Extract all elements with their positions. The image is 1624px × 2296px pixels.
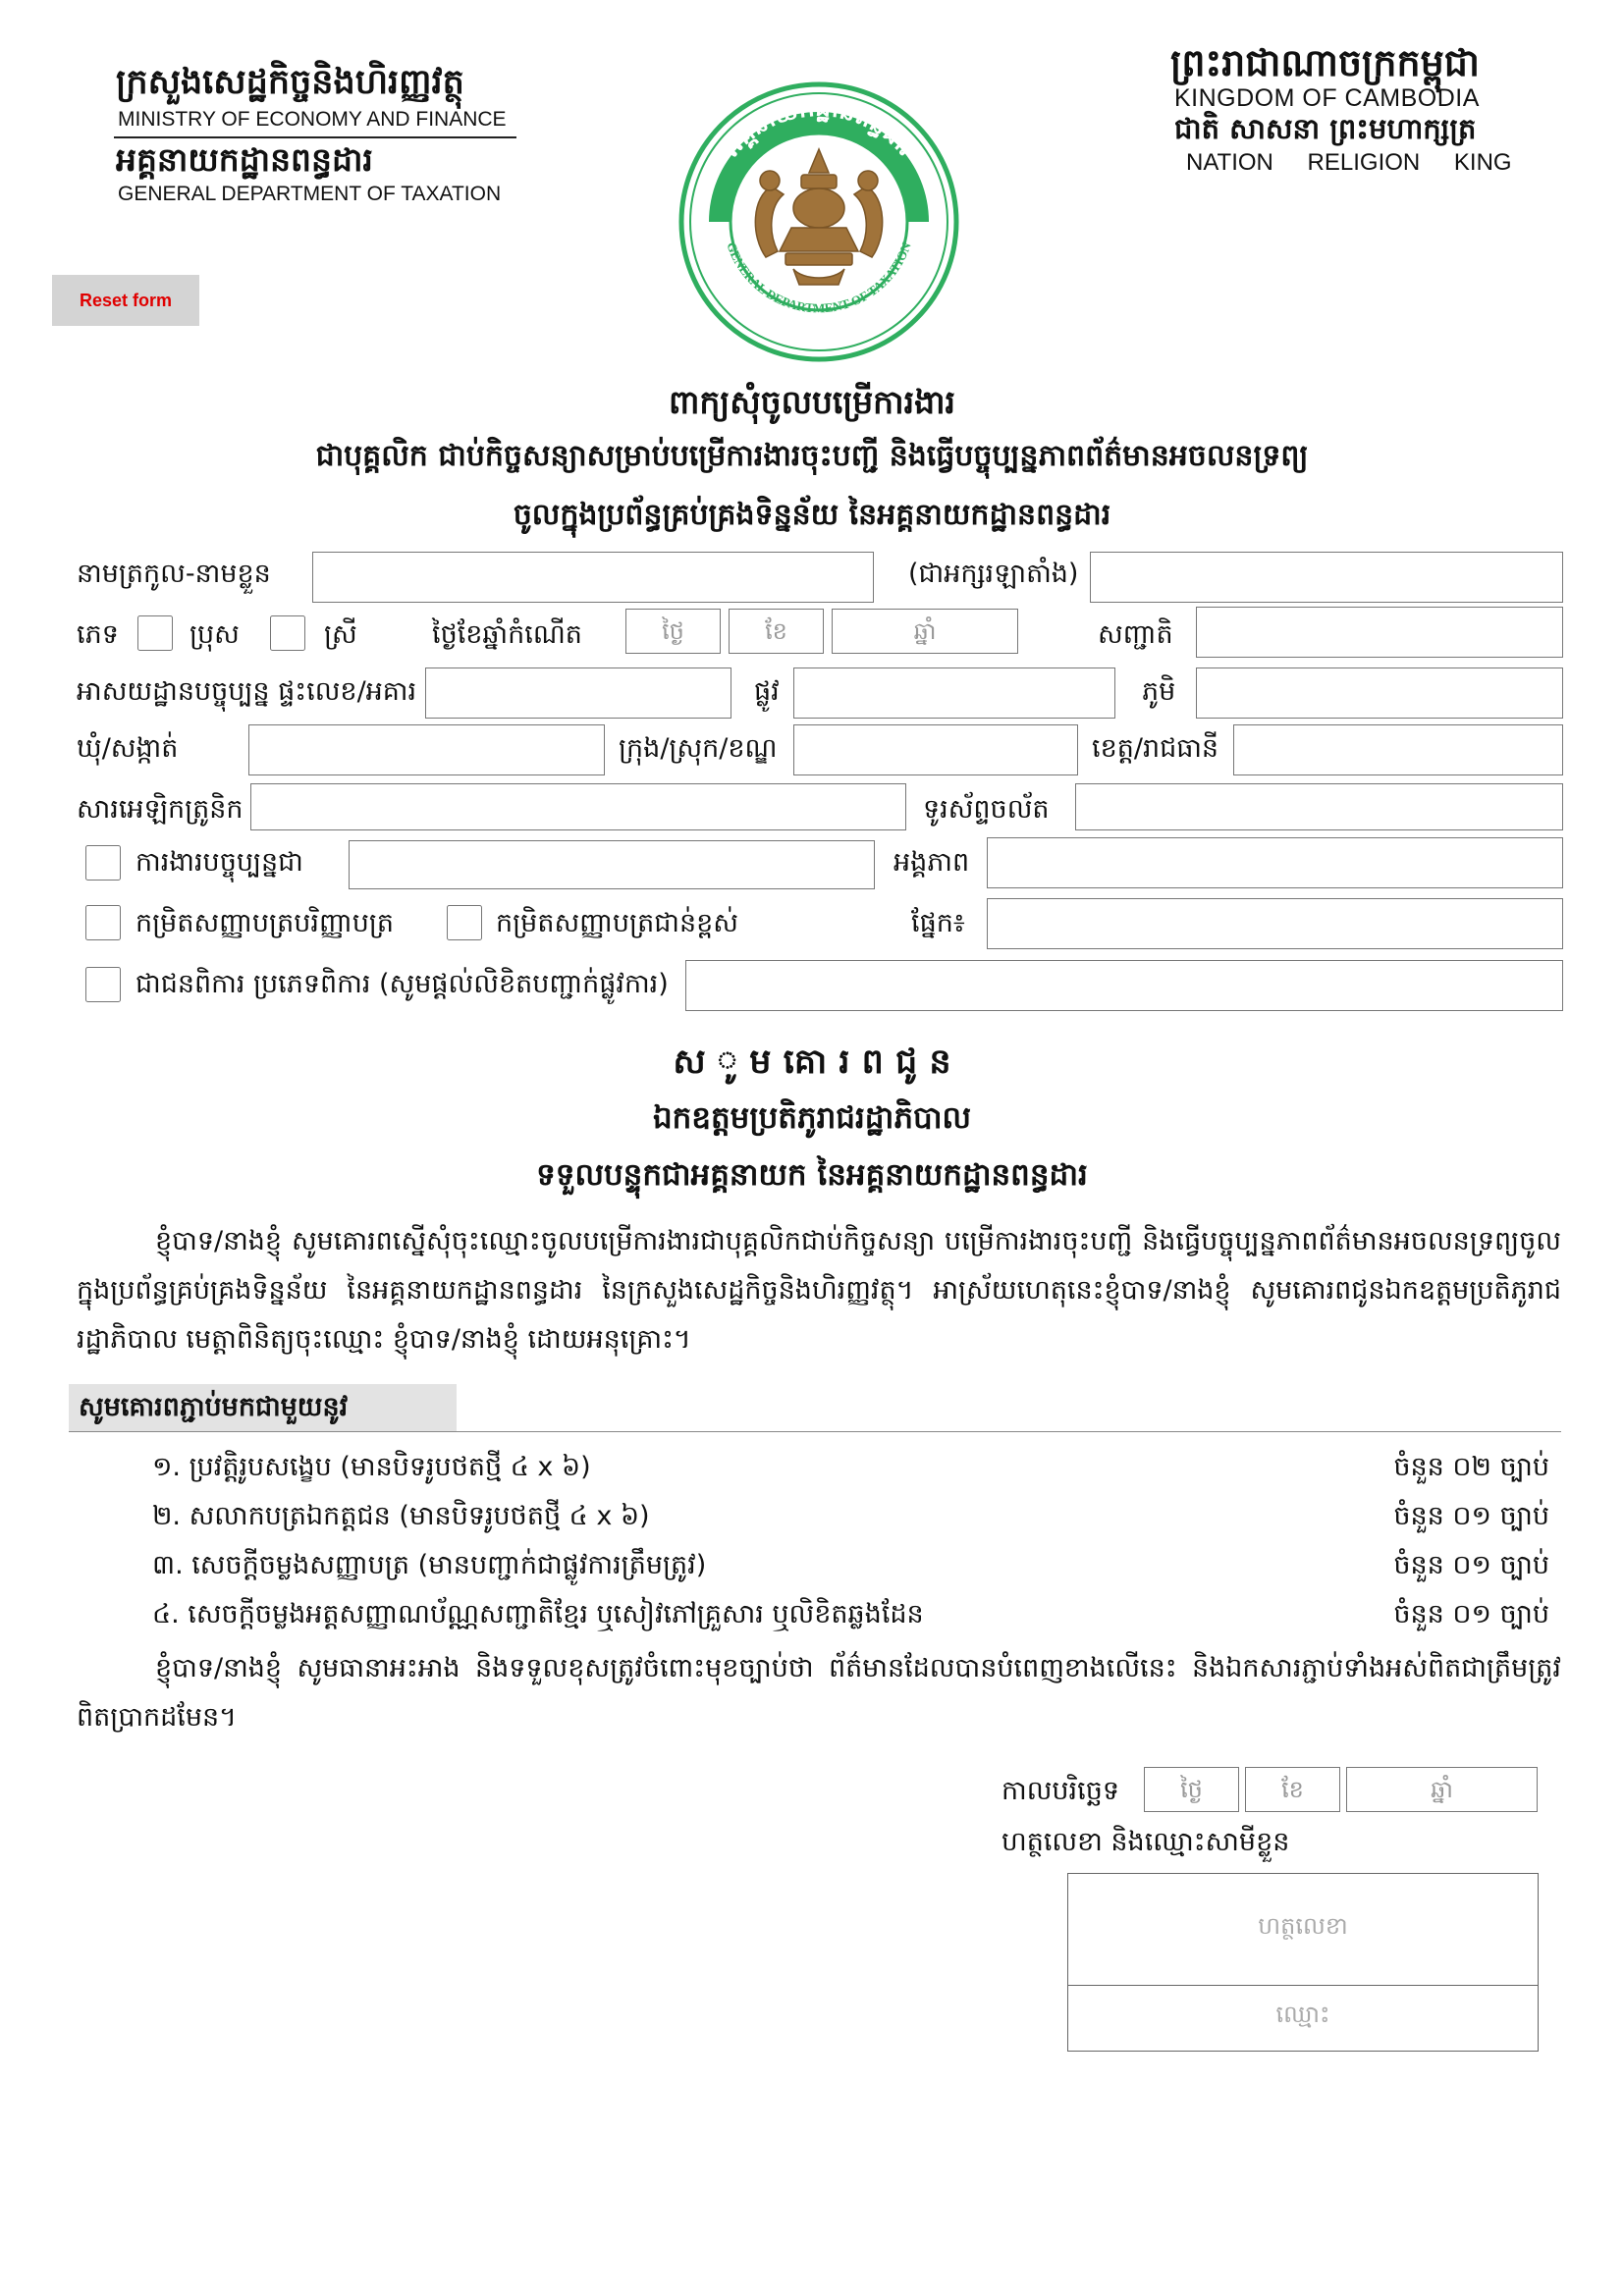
female-checkbox[interactable] [270, 615, 305, 651]
dob-month-field[interactable]: ខែ [729, 609, 824, 654]
nationality-label: សញ្ជាតិ [1098, 619, 1173, 650]
sign-date-month-field[interactable]: ខែ [1245, 1767, 1340, 1812]
master-label: កម្រិតសញ្ញាបត្រជាន់ខ្ពស់ [496, 908, 738, 938]
major-label: ផ្នែក៖ [911, 908, 965, 938]
attachment-item-3: ៣. សេចក្តីចម្លងសញ្ញាបត្រ (មានបញ្ជាក់ជាផ្លូវការត្រឹមត្រូវ) [152, 1550, 707, 1580]
name-placeholder: ឈ្មោះ [1275, 2001, 1330, 2028]
phone-input[interactable] [1075, 783, 1563, 830]
attachment-item-1: ១. ប្រវត្តិរូបសង្ខេប (មានបិទរូបថតថ្មី ៤ x ៦) [152, 1452, 591, 1482]
email-input[interactable] [250, 783, 906, 830]
occupation-input[interactable] [349, 840, 875, 889]
commune-input[interactable] [248, 724, 605, 775]
street-label: ផ្លូវ [754, 676, 780, 707]
bachelor-checkbox[interactable] [85, 905, 121, 940]
male-label: ប្រុស [189, 619, 240, 650]
ministry-name-kh: ក្រសួងសេដ្ឋកិច្ចនិងហិរញ្ញវត្ថុ [116, 63, 464, 102]
national-motto-kh: ជាតិ សាសនា ព្រះមហាក្សត្រ [1174, 112, 1477, 145]
house-number-input[interactable] [425, 667, 731, 719]
declaration-paragraph: ខ្ញុំបាទ/នាងខ្ញុំ សូមធានាអះអាង និងទទួលខុសត្រូវចំពោះមុខច្បាប់ថា ព័ត៌មានដែលបានបំពេញខាងលើនេះ និងឯកសារភ្ជាប់ទាំងអស់ពិតជាត្រឹមត្រូវពិតប្រាកដមែន។ [77, 1653, 1561, 1733]
sign-date-year-field[interactable]: ឆ្នាំ [1346, 1767, 1538, 1812]
attachment-count-1: ចំនួន ០២ ច្បាប់ [1393, 1452, 1549, 1482]
reset-form-button[interactable]: Reset form [52, 275, 199, 326]
request-recipient-title: ទទួលបន្ទុកជាអគ្គនាយក នៃអគ្គនាយកដ្ឋានពន្ធដារ [536, 1157, 1088, 1193]
sign-date-label: កាលបរិច្ឆេទ [1001, 1776, 1119, 1806]
department-name-kh: អគ្គនាយកដ្ឋានពន្ធដារ [116, 140, 373, 179]
occupation-checkbox[interactable] [85, 845, 121, 881]
signature-placeholder: ហត្ថលេខា [1258, 1912, 1348, 1940]
province-input[interactable] [1233, 724, 1563, 775]
header-divider [114, 136, 516, 138]
form-title: ពាក្យសុំចូលបម្រើការងារ [669, 383, 955, 421]
nationality-input[interactable] [1196, 607, 1563, 658]
district-label: ក្រុង/ស្រុក/ខណ្ឌ [619, 733, 778, 764]
bachelor-label: កម្រិតសញ្ញាបត្របរិញ្ញាបត្រ [135, 908, 395, 938]
attachments-heading: សូមគោរពភ្ជាប់មកជាមួយនូវ [79, 1392, 349, 1422]
ministry-name-en: MINISTRY OF ECONOMY AND FINANCE [118, 108, 507, 131]
male-checkbox[interactable] [137, 615, 173, 651]
unit-label: អង្គភាព [893, 847, 970, 878]
village-input[interactable] [1196, 667, 1563, 719]
request-heading: ស ូ ម គោ រ ព ជូ ន [673, 1042, 951, 1082]
email-label: សារអេឡិកត្រូនិក [77, 794, 244, 825]
occupation-label: ការងារបច្ចុប្បន្នជា [135, 847, 303, 878]
name-label: នាមត្រកូល-នាមខ្លួន [77, 559, 271, 589]
svg-text:GENERAL DEPARTMENT OF TAXATION: GENERAL DEPARTMENT OF TAXATION [724, 240, 914, 316]
attachment-item-4: ៤. សេចក្តីចម្លងអត្តសញ្ញាណប័ណ្ណសញ្ជាតិខ្មែរ ឬសៀវភៅគ្រួសារ ឬលិខិតឆ្លងដែន [152, 1599, 924, 1629]
district-input[interactable] [793, 724, 1078, 775]
signature-box-divider [1068, 1985, 1538, 1986]
full-name-input[interactable] [312, 552, 874, 603]
svg-text:អគ្គនាយកដ្ឋានពន្ធដារ: អគ្គនាយកដ្ឋានពន្ធដារ [717, 92, 921, 162]
department-name-en: GENERAL DEPARTMENT OF TAXATION [118, 183, 502, 205]
dob-day-field[interactable]: ថ្ងៃ [625, 609, 721, 654]
disability-label: ជាជនពិការ ប្រភេទពិការ (សូមផ្តល់លិខិតបញ្ជាក់ផ្លូវការ) [135, 969, 669, 999]
master-checkbox[interactable] [447, 905, 482, 940]
form-subtitle-line2: ជាបុគ្គលិក ជាប់កិច្ចសន្យាសម្រាប់បម្រើការងារចុះបញ្ជី និងធ្វើបច្ចុប្បន្នភាពព័ត៌មានអចលនទ្រព្យ [315, 439, 1309, 473]
request-recipient: ឯកឧត្តមប្រតិភូរាជរដ្ឋាភិបាល [652, 1100, 972, 1136]
signature-caption: ហត្ថលេខា និងឈ្មោះសាមីខ្លួន [1001, 1827, 1290, 1857]
attachment-count-3: ចំនួន ០១ ច្បាប់ [1393, 1550, 1549, 1580]
latin-name-input[interactable] [1090, 552, 1563, 603]
gdt-seal-logo [676, 79, 962, 365]
female-label: ស្រី [324, 619, 357, 650]
request-paragraph: ខ្ញុំបាទ/នាងខ្ញុំ សូមគោរពស្នើសុំចុះឈ្មោះចូលបម្រើការងារជាបុគ្គលិកជាប់កិច្ចសន្យា បម្រើការងារចុះបញ្ជី និងធ្វើបច្ចុប្បន្នភាពព័ត៌មានអចលនទ្រព្យចូលក្នុងប្រព័ន្ធគ្រប់គ្រងទិន្នន័យ នៃអគ្គនាយកដ្ឋានពន្ធដារ នៃក្រសួងសេដ្ឋកិច្ចនិងហិរញ្ញវត្ថុ។ អាស្រ័យហេតុនេះខ្ញុំបាទ/នាងខ្ញុំ សូមគោរពជូនឯកឧត្តមប្រតិភូរាជរដ្ឋាភិបាល មេត្តាពិនិត្យចុះឈ្មោះ ខ្ញុំបាទ/នាងខ្ញុំ ដោយអនុគ្រោះ។ [77, 1226, 1561, 1355]
sign-date-day-field[interactable]: ថ្ងៃ [1144, 1767, 1239, 1812]
form-subtitle-line3: ចូលក្នុងប្រព័ន្ធគ្រប់គ្រងទិន្នន័យ នៃអគ្គនាយកដ្ឋានពន្ធដារ [513, 498, 1111, 532]
unit-input[interactable] [987, 837, 1563, 888]
province-label: ខេត្ត/រាជធានី [1092, 733, 1219, 764]
disability-input[interactable] [685, 960, 1563, 1011]
major-input[interactable] [987, 898, 1563, 949]
dob-year-field[interactable]: ឆ្នាំ [832, 609, 1018, 654]
dob-label: ថ្ងៃខែឆ្នាំកំណើត [432, 619, 582, 650]
signature-box[interactable] [1067, 1873, 1539, 2052]
kingdom-name-en: KINGDOM OF CAMBODIA [1174, 84, 1480, 112]
kingdom-name-kh: ព្រះរាជាណាចក្រកម្ពុជា [1170, 41, 1480, 84]
attachments-divider [69, 1431, 1561, 1432]
latin-name-label: (ជាអក្សរឡាតាំង) [908, 559, 1079, 589]
national-motto-en: NATION RELIGION KING [1186, 149, 1512, 176]
attachment-count-2: ចំនួន ០១ ច្បាប់ [1393, 1501, 1549, 1531]
street-input[interactable] [793, 667, 1115, 719]
village-label: ភូមិ [1142, 676, 1176, 707]
attachment-count-4: ចំនួន ០១ ច្បាប់ [1393, 1599, 1549, 1629]
disability-checkbox[interactable] [85, 967, 121, 1002]
phone-label: ទូរស័ព្ទចល័ត [923, 794, 1050, 825]
commune-label: ឃុំ/សង្កាត់ [77, 733, 179, 764]
attachment-item-2: ២. សលាកបត្រឯកត្តជន (មានបិទរូបថតថ្មី ៤ x ៦) [152, 1501, 650, 1531]
address-label: អាសយដ្ឋានបច្ចុប្បន្ន ផ្ទះលេខ/អគារ [77, 676, 417, 707]
sex-label: ភេទ [77, 619, 119, 650]
